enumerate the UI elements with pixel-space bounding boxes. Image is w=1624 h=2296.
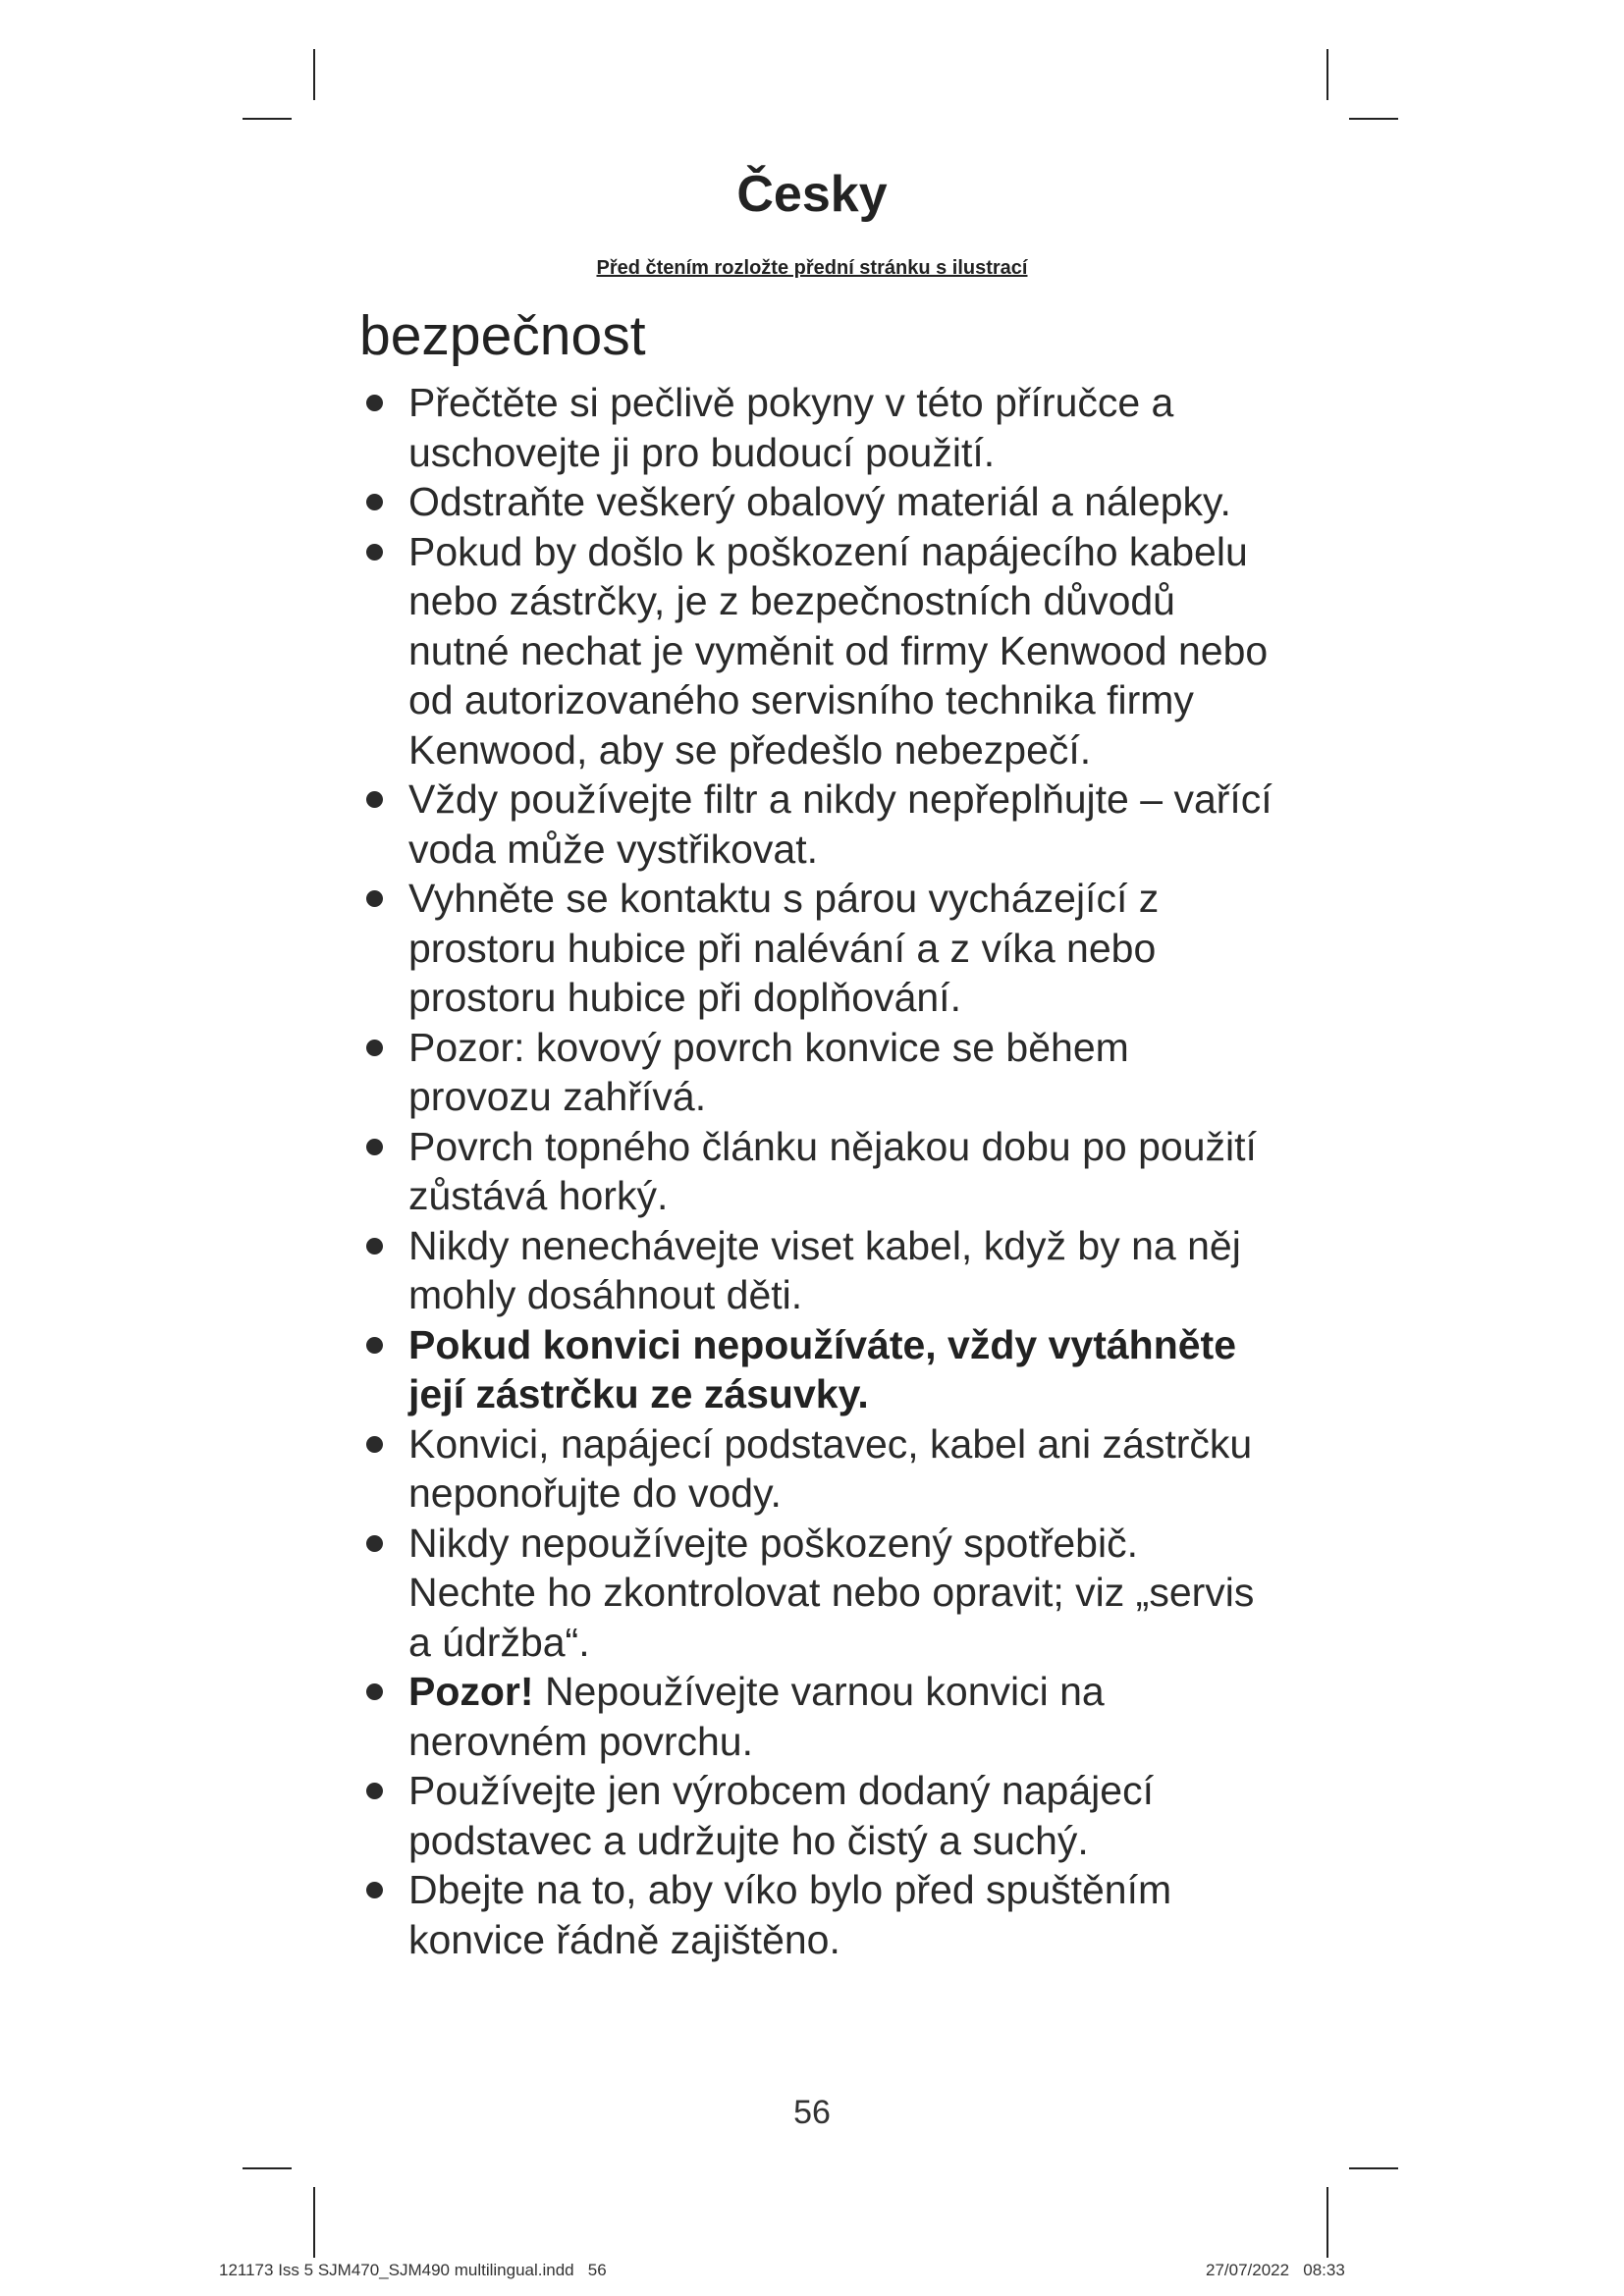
list-item-text: Pokud konvici nepoužíváte, vždy vytáhněte její zástrčku ze zásuvky. (408, 1321, 1237, 1416)
list-item-text: Pokud by došlo k poškození napájecího kabelu nebo zástrčky, je z bezpečnostních důvodů nutné nechat je vyměnit od firmy Kenwood nebo od autorizovaného servisního technika firmy Kenwood, aby se předešlo nebezpečí. (408, 528, 1269, 773)
list-item-text: Používejte jen výrobcem dodaný napájecí podstavec a udržujte ho čistý a suchý. (408, 1768, 1154, 1863)
bullet-icon (366, 1139, 383, 1155)
bullet-icon (366, 1040, 383, 1056)
bullet-icon (366, 1683, 383, 1700)
section-heading: bezpečnost (359, 304, 646, 367)
page-subtitle: Před čtením rozložte přední stránku s ilustrací (596, 257, 1028, 279)
list-item-text: Nepoužívejte varnou konvici na nerovném povrchu. (408, 1669, 1105, 1764)
list-item (359, 477, 1272, 527)
list-item (359, 1766, 1272, 1865)
list-item-text: Dbejte na to, aby víko bylo před spuštěním konvice řádně zajištěno. (408, 1867, 1172, 1962)
list-item-text: Přečtěte si pečlivě pokyny v této příručce a uschovejte ji pro budoucí použití. (408, 380, 1174, 475)
list-item (359, 1667, 1272, 1766)
bullet-icon (366, 890, 383, 907)
bullet-icon (366, 544, 383, 561)
list-item (359, 378, 1272, 477)
list-item (359, 1023, 1272, 1122)
bullet-icon (366, 791, 383, 808)
bullet-icon (366, 1882, 383, 1898)
bullet-icon (366, 1535, 383, 1552)
list-item-text: Konvici, napájecí podstavec, kabel ani zástrčku neponořujte do vody. (408, 1420, 1253, 1516)
list-item (359, 1519, 1272, 1668)
list-item (359, 874, 1272, 1023)
list-item (359, 1320, 1272, 1419)
list-item-text: Vždy používejte filtr a nikdy nepřeplňujte – vařící voda může vystřikovat. (408, 776, 1272, 872)
list-item-bold: Pozor! (408, 1669, 534, 1714)
list-item (359, 1221, 1272, 1320)
crop-mark (243, 2167, 292, 2169)
crop-mark (313, 49, 315, 100)
bullet-icon (366, 494, 383, 510)
list-item (359, 1122, 1272, 1221)
crop-mark (313, 2187, 315, 2258)
crop-mark (1326, 49, 1328, 100)
bullet-icon (366, 1436, 383, 1453)
crop-mark (1349, 2167, 1398, 2169)
page-number: 56 (793, 2094, 831, 2131)
list-item (359, 774, 1272, 874)
list-item (359, 1419, 1272, 1519)
footer-date-time: 27/07/2022 08:33 (1206, 2261, 1345, 2279)
crop-mark (243, 118, 292, 120)
crop-mark (1326, 2187, 1328, 2258)
list-item-text: Pozor: kovový povrch konvice se během provozu zahřívá. (408, 1024, 1129, 1119)
list-item (359, 1865, 1272, 1964)
bullet-icon (366, 1783, 383, 1799)
list-item-text: Nikdy nepoužívejte poškozený spotřebič. Nechte ho zkontrolovat nebo opravit; viz „servis a údržba“. (408, 1520, 1255, 1665)
page-title: Česky (736, 166, 888, 223)
bullet-icon (366, 1238, 383, 1255)
footer-file-info: 121173 Iss 5 SJM470_SJM490 multilingual.indd 56 (219, 2261, 607, 2279)
list-item-text: Povrch topného článku nějakou dobu po použití zůstává horký. (408, 1123, 1257, 1218)
list-item-text: Odstraňte veškerý obalový materiál a nálepky. (408, 479, 1231, 524)
list-item (359, 527, 1272, 775)
bullet-icon (366, 1337, 383, 1354)
crop-mark (1349, 118, 1398, 120)
bullet-icon (366, 395, 383, 411)
list-item-text: Vyhněte se kontaktu s párou vycházející z prostoru hubice při nalévání a z víka nebo prostoru hubice při doplňování. (408, 876, 1160, 1020)
list-item-text: Nikdy nenechávejte viset kabel, když by na něj mohly dosáhnout děti. (408, 1222, 1241, 1317)
safety-list (359, 378, 1272, 1964)
